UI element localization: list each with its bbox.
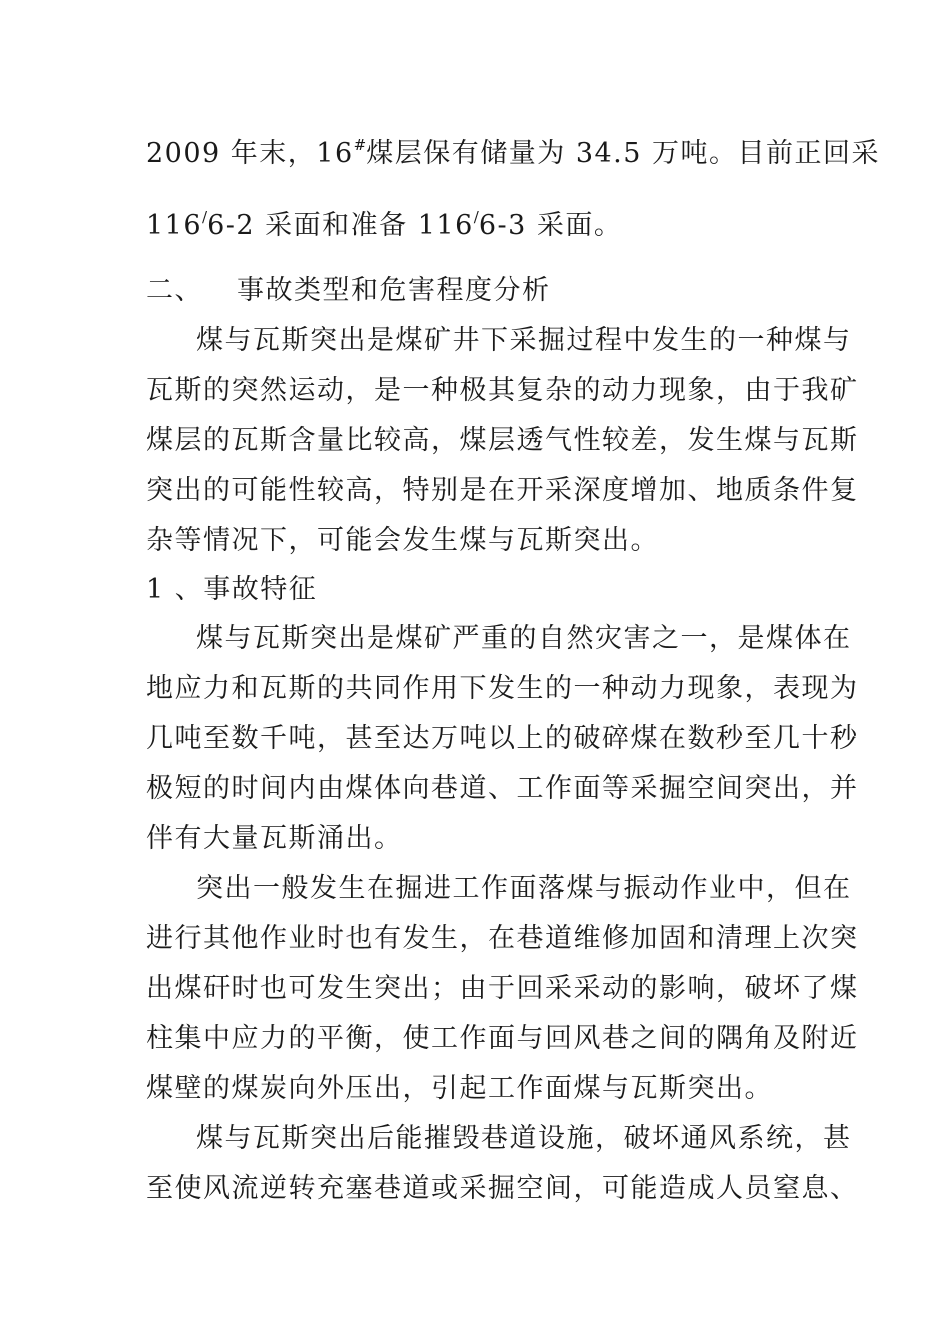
subsection-title: 1 、事故特征 (146, 574, 318, 605)
paragraph-line: 几吨至数千吨，甚至达万吨以上的破碎煤在数秒至几十秒 (146, 723, 859, 754)
paragraph-line: 煤与瓦斯突出后能摧毁巷道设施，破坏通风系统，甚 (196, 1123, 852, 1154)
section-number: 二、 (146, 275, 203, 306)
paragraph-line: 瓦斯的突然运动，是一种极其复杂的动力现象，由于我矿 (146, 375, 859, 406)
intro-text: 116 (146, 210, 203, 241)
intro-line-1 (146, 136, 881, 172)
paragraph-line: 极短的时间内由煤体向巷道、工作面等采掘空间突出，并 (146, 773, 859, 804)
paragraph-line: 煤壁的煤炭向外压出，引起工作面煤与瓦斯突出。 (146, 1073, 773, 1104)
superscript-mark: / (202, 208, 208, 226)
section-title: 事故类型和危害程度分析 (237, 275, 551, 306)
paragraph-line: 突出的可能性较高，特别是在开采深度增加、地质条件复 (146, 475, 859, 506)
superscript-mark: / (473, 208, 479, 226)
paragraph-line: 至使风流逆转充塞巷道或采掘空间，可能造成人员窒息、 (146, 1173, 859, 1204)
intro-line-2 (146, 208, 806, 244)
intro-text: 6-3 采面。 (478, 210, 623, 241)
paragraph-line: 突出一般发生在掘进工作面落煤与振动作业中，但在 (196, 873, 852, 904)
paragraph-line: 伴有大量瓦斯涌出。 (146, 823, 403, 854)
paragraph-line: 煤层的瓦斯含量比较高，煤层透气性较差，发生煤与瓦斯 (146, 425, 859, 456)
intro-text: 煤层保有储量为 34.5 万吨。目前正回采 (366, 138, 881, 169)
paragraph-line: 地应力和瓦斯的共同作用下发生的一种动力现象，表现为 (146, 673, 859, 704)
superscript-mark: # (353, 136, 367, 154)
paragraph-line: 出煤矸时也可发生突出；由于回采采动的影响，破坏了煤 (146, 973, 859, 1004)
paragraph-line: 杂等情况下，可能会发生煤与瓦斯突出。 (146, 525, 659, 556)
paragraph-line: 煤与瓦斯突出是煤矿井下采掘过程中发生的一种煤与 (196, 325, 852, 356)
intro-text: 2009 年末，16 (146, 138, 354, 169)
section-heading (146, 273, 806, 309)
paragraph-line: 柱集中应力的平衡，使工作面与回风巷之间的隅角及附近 (146, 1023, 859, 1054)
intro-text: 6-2 采面和准备 116 (207, 210, 474, 241)
paragraph-line: 进行其他作业时也有发生，在巷道维修加固和清理上次突 (146, 923, 859, 954)
paragraph-line: 煤与瓦斯突出是煤矿严重的自然灾害之一，是煤体在 (196, 623, 852, 654)
